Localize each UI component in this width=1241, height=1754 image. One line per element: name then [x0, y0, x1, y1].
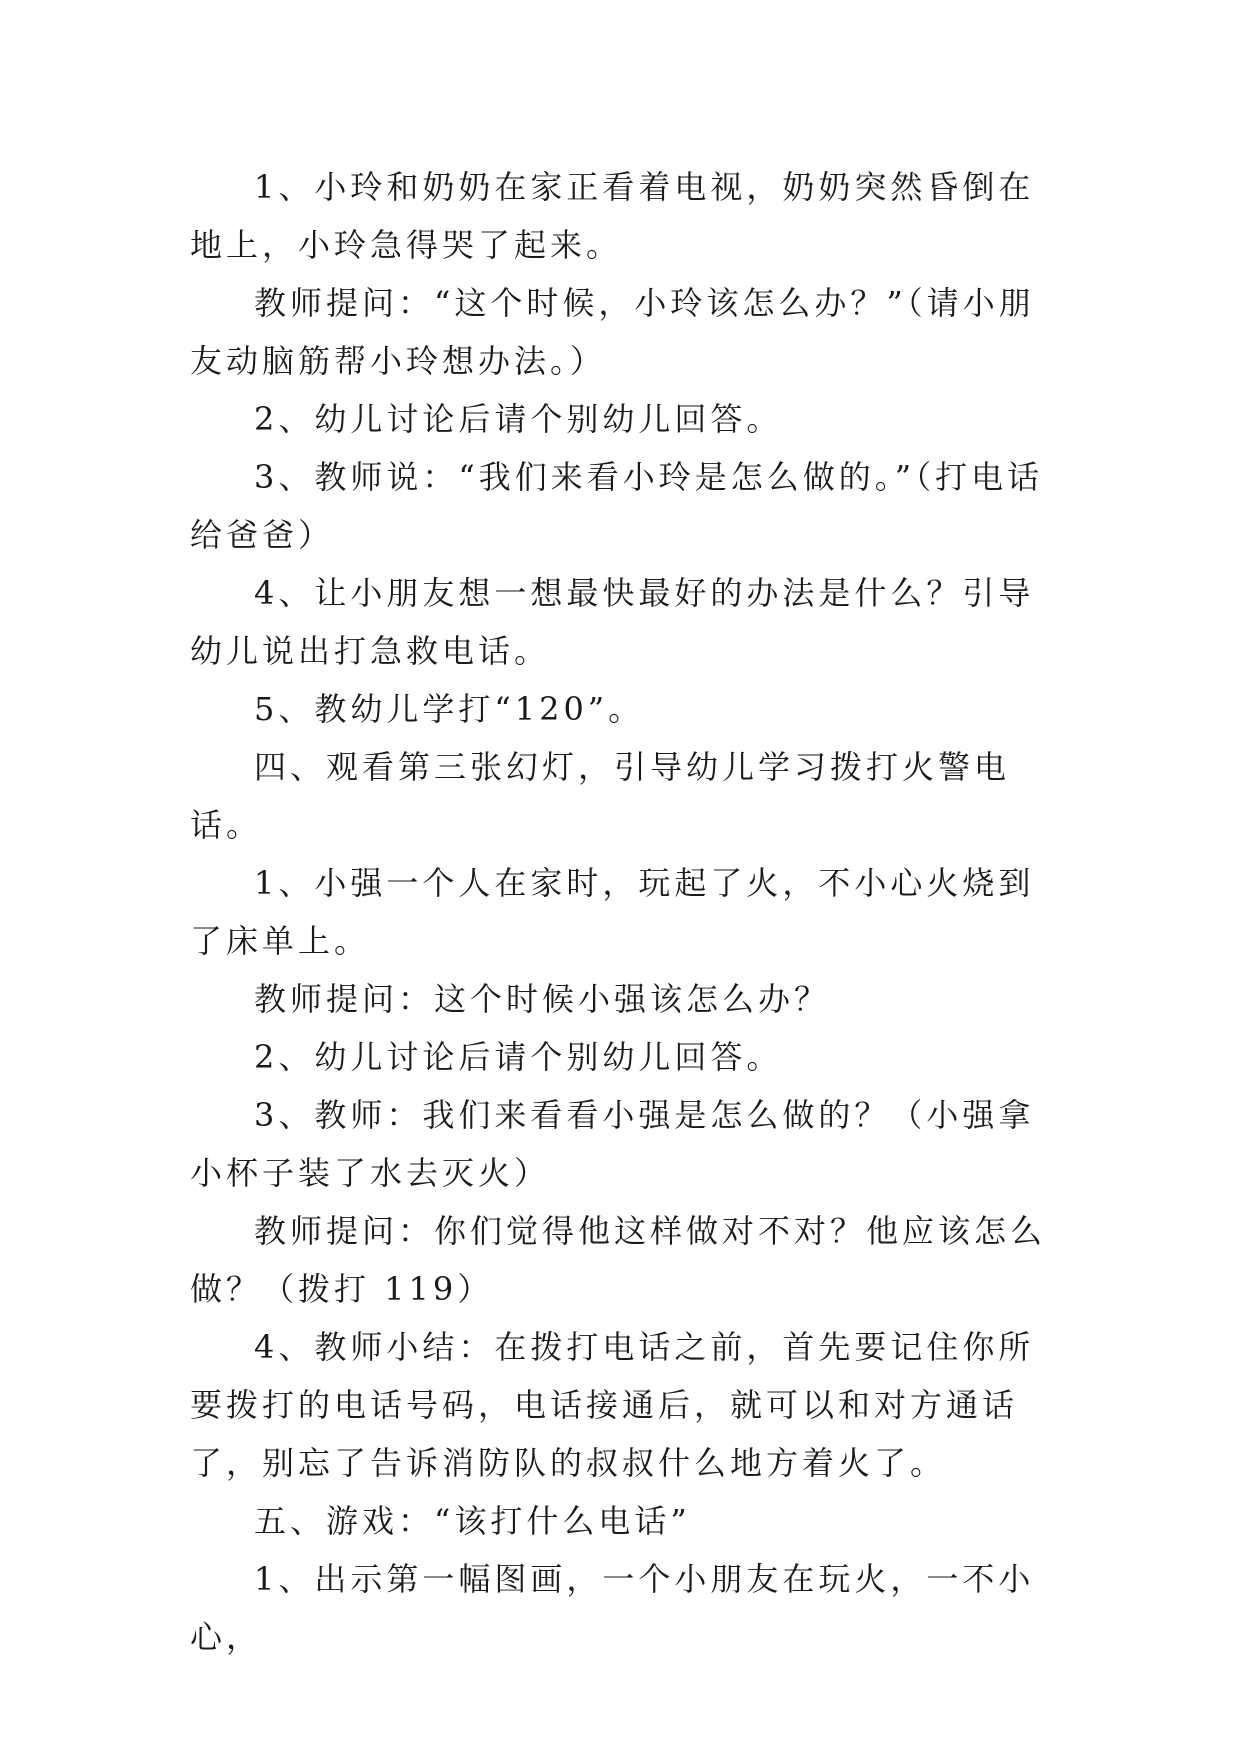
paragraph: 5、教幼儿学打“120”。 [254, 690, 645, 728]
paragraph: 4、教师小结：在拨打电话之前，首先要记住你所要拨打的电话号码，电话接通后，就可以和对方通话了，别忘了告诉消防队的叔叔什么地方着火了。 [190, 1328, 1035, 1482]
section-heading: 四、观看第三张幻灯，引导幼儿学习拨打火警电话。 [190, 748, 1011, 844]
paragraph: 教师提问：“这个时候，小玲该怎么办？”（请小朋友动脑筋帮小玲想办法。） [190, 284, 1035, 380]
paragraph: 教师提问：这个时候小强该怎么办？ [254, 980, 831, 1018]
paragraph: 3、教师说：“我们来看小玲是怎么做的。”（打电话给爸爸） [190, 458, 1044, 554]
paragraph: 3、教师：我们来看看小强是怎么做的？（小强拿小杯子装了水去灭火） [190, 1096, 1035, 1192]
paragraph: 1、小玲和奶奶在家正看着电视，奶奶突然昏倒在地上，小玲急得哭了起来。 [190, 168, 1035, 264]
document-body [190, 158, 1058, 1666]
paragraph: 教师提问：你们觉得他这样做对不对？他应该怎么做？（拨打 119） [190, 1212, 1047, 1308]
paragraph: 4、让小朋友想一想最快最好的办法是什么？引导幼儿说出打急救电话。 [190, 574, 1035, 670]
paragraph: 1、出示第一幅图画，一个小朋友在玩火，一不小心， [190, 1560, 1035, 1656]
paragraph: 2、幼儿讨论后请个别幼儿回答。 [254, 400, 783, 438]
section-heading: 五、游戏：“该打什么电话” [254, 1502, 691, 1540]
paragraph: 2、幼儿讨论后请个别幼儿回答。 [254, 1038, 783, 1076]
paragraph: 1、小强一个人在家时，玩起了火，不小心火烧到了床单上。 [190, 864, 1035, 960]
